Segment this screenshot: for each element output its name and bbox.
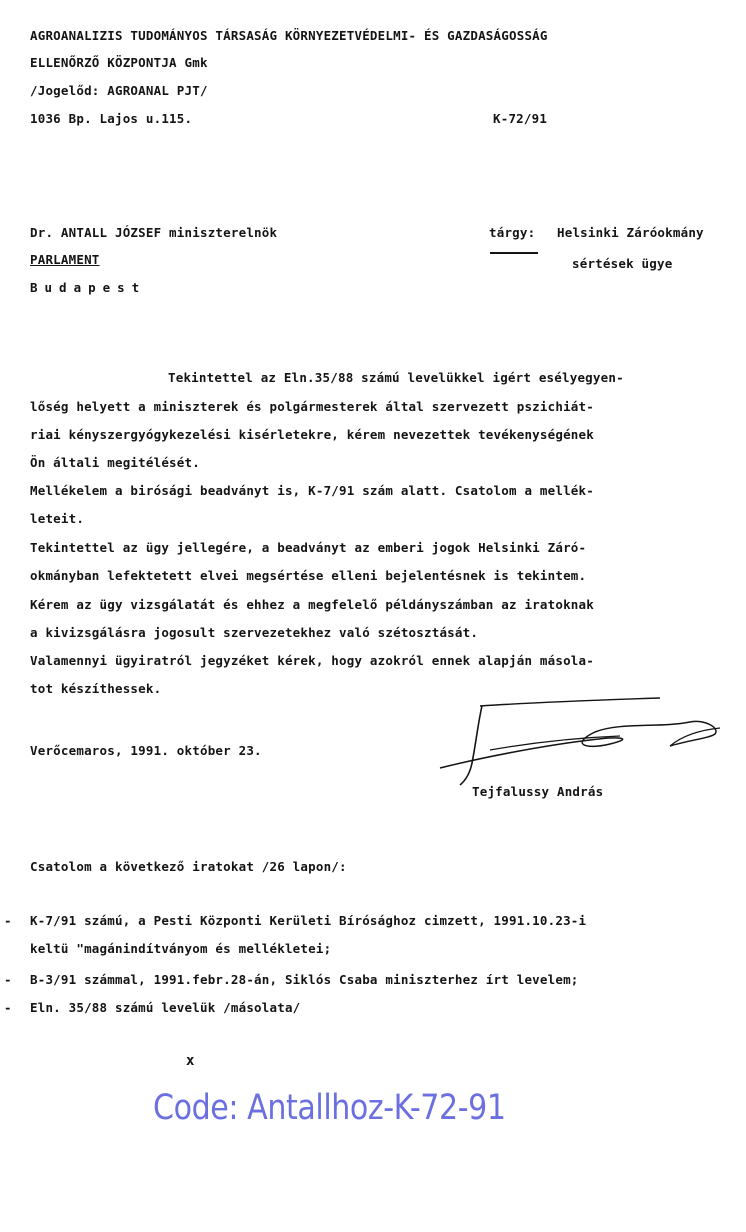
sender-line-2: ELLENŐRZŐ KÖZPONTJA Gmk bbox=[30, 55, 208, 70]
body-line: riai kényszergyógykezelési kisérletekre, kérem nevezettek tevékenységének bbox=[30, 427, 594, 442]
recipient-name: Dr. ANTALL JÓZSEF miniszterelnök bbox=[30, 225, 278, 240]
body-line: okmányban lefektetett elvei megsértése elleni bejelentésnek is tekintem. bbox=[30, 568, 587, 583]
sender-line-1: AGROANALIZIS TUDOMÁNYOS TÁRSASÁG KÖRNYEZETVÉDELMI- ÉS GAZDASÁGOSSÁG bbox=[30, 28, 548, 43]
attachment-dash: - bbox=[4, 972, 12, 987]
date-line: Verőcemaros, 1991. október 23. bbox=[30, 743, 262, 758]
body-line: Mellékelem a birósági beadványt is, K-7/91 szám alatt. Csatolom a mellék- bbox=[30, 483, 594, 498]
recipient-place: PARLAMENT bbox=[30, 252, 100, 267]
sender-line-3: /Jogelőd: AGROANAL PJT/ bbox=[30, 83, 208, 98]
subject-rule bbox=[490, 252, 538, 254]
page-mark: x bbox=[186, 1053, 195, 1069]
subject-line-1: Helsinki Záróokmány bbox=[557, 225, 704, 240]
handwritten-signature bbox=[420, 688, 740, 788]
body-line: Kérem az ügy vizsgálatát és ehhez a megfelelő példányszámban az iratoknak bbox=[30, 597, 594, 612]
body-line: Tekintettel az Eln.35/88 számú levelükkel igért esélyegyen- bbox=[168, 370, 624, 385]
attachment-item-2: B-3/91 számmal, 1991.febr.28-án, Siklós Csaba miniszterhez írt levelem; bbox=[30, 972, 579, 987]
attachment-item-3: Eln. 35/88 számú levelük /másolata/ bbox=[30, 1000, 301, 1015]
reference-number: K-72/91 bbox=[493, 111, 548, 126]
recipient-city: Budapest bbox=[30, 280, 147, 295]
body-line: Ön általi megitélését. bbox=[30, 455, 200, 470]
sender-address: 1036 Bp. Lajos u.115. bbox=[30, 111, 193, 126]
subject-label: tárgy: bbox=[489, 225, 536, 240]
signatory-name: Tejfalussy András bbox=[472, 784, 604, 799]
attachments-intro: Csatolom a következő iratokat /26 lapon/: bbox=[30, 859, 347, 874]
body-line: leteit. bbox=[30, 511, 85, 526]
body-line: Valamennyi ügyiratról jegyzéket kérek, hogy azokról ennek alapján másola- bbox=[30, 653, 594, 668]
document-code-stamp: Code: Antallhoz-K-72-91 bbox=[153, 1088, 506, 1128]
body-line: a kivizsgálásra jogosult szervezetekhez való szétosztását. bbox=[30, 625, 479, 640]
subject-line-2: sértések ügye bbox=[572, 256, 673, 271]
body-line: tot készíthessek. bbox=[30, 681, 162, 696]
attachment-dash: - bbox=[4, 1000, 12, 1015]
attachment-dash: - bbox=[4, 913, 12, 928]
attachment-item-1-line-2: keltü "magánindítványom és mellékletei; bbox=[30, 941, 332, 956]
attachment-item-1-line-1: K-7/91 számú, a Pesti Központi Kerületi Bírósághoz cimzett, 1991.10.23-i bbox=[30, 913, 587, 928]
body-line: Tekintettel az ügy jellegére, a beadványt az emberi jogok Helsinki Záró- bbox=[30, 540, 587, 555]
body-line: lőség helyett a miniszterek és polgármesterek által szervezett pszichiát- bbox=[30, 399, 594, 414]
